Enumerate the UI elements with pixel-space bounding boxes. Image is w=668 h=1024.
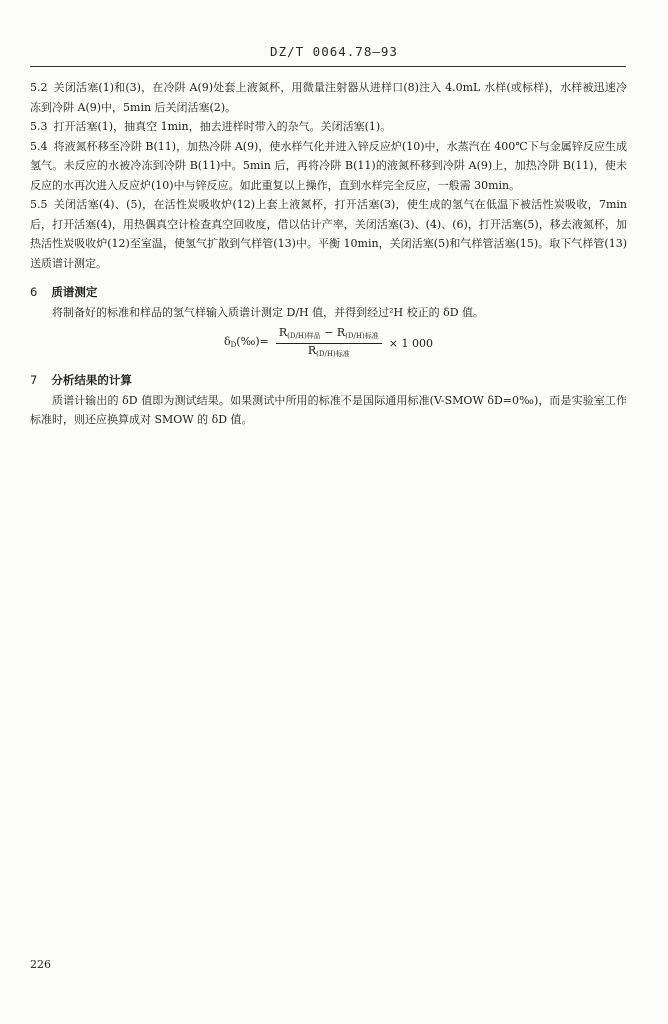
step-text: 关闭活塞(4)、(5)，在活性炭吸收炉(12)上套上液氮杯，打开活塞(3)，使生成的氢气在低温下被活性炭吸收，7min 后，打开活塞(4)，用热偶真空计检查真空回收度，借以估计产率，关闭活塞(3)、(4)、(6)，打开活塞(5)，移去液氮杯，加热活性炭吸收炉(12)至室温，使氢气扩散到气样管(13)中。平衡 10min，关闭活塞(5)和气样管活塞(15)。取下气样管(13)送质谱计测定。	[30, 198, 627, 270]
section-7-text: 质谱计输出的 δD 值即为测试结果。如果测试中所用的标准不是国际通用标准(V-SMOW δD=0‰)，而是实验室工作标准时，则还应换算成对 SMOW 的 δD 值。	[30, 393, 627, 426]
section-title: 质谱测定	[51, 285, 98, 299]
section-number: 7	[30, 373, 38, 387]
delta-d-formula	[30, 326, 627, 361]
formula-denominator: $R_{(D/H)标准}$	[307, 344, 350, 358]
step-5-3	[30, 117, 627, 137]
step-text: 将液氮杯移至冷阱 B(11)，加热冷阱 A(9)，使水样气化并进入锌反应炉(10)中，水蒸汽在 400℃下与金属锌反应生成氢气。未反应的水被冷冻到冷阱 B(11)中。5min 后，再将冷阱 B(11)的液氮杯移到冷阱 A(9)上，加热冷阱 B(11)，使未反应的水再次进入反应炉(10)中与锌反应。如此重复以上操作，直到水样完全反应，一般需 30min。	[30, 139, 627, 192]
formula-multiplier: × 1 000	[388, 336, 433, 350]
step-text: 打开活塞(1)，抽真空 1min，抽去进样时带入的杂气。关闭活塞(1)。	[53, 120, 392, 133]
step-5-5	[30, 195, 627, 273]
step-number: 5.4	[30, 139, 48, 153]
step-text: 关闭活塞(1)和(3)，在冷阱 A(9)处套上液氮杯，用微量注射器从进样口(8)注入 4.0mL 水样(或标样)，水样被迅速冷冻到冷阱 A(9)中，5min 后关闭活塞(2)。	[30, 81, 627, 114]
formula-lhs: $\delta_D(‰)=$	[224, 334, 269, 349]
step-5-4	[30, 137, 627, 196]
document-body	[30, 78, 627, 430]
step-number: 5.2	[30, 81, 48, 94]
step-number: 5.5	[30, 198, 48, 211]
section-6-text: 将制备好的标准和样品的氢气样输入质谱计测定 D/H 值，并得到经过²H 校正的 δD 值。	[52, 305, 485, 319]
header-rule	[30, 66, 626, 67]
standard-code-header: DZ/T 0064.78—93	[270, 44, 398, 59]
formula-fraction	[276, 326, 382, 361]
formula-numerator: $R_{(D/H)样品} - R_{(D/H)标准}$	[276, 326, 382, 344]
section-6-heading	[30, 283, 627, 303]
step-5-2	[30, 78, 627, 117]
step-number: 5.3	[30, 120, 48, 133]
page-number: 226	[30, 958, 51, 971]
section-number: 6	[30, 285, 38, 299]
section-title: 分析结果的计算	[51, 373, 132, 387]
section-7-heading	[30, 371, 627, 391]
